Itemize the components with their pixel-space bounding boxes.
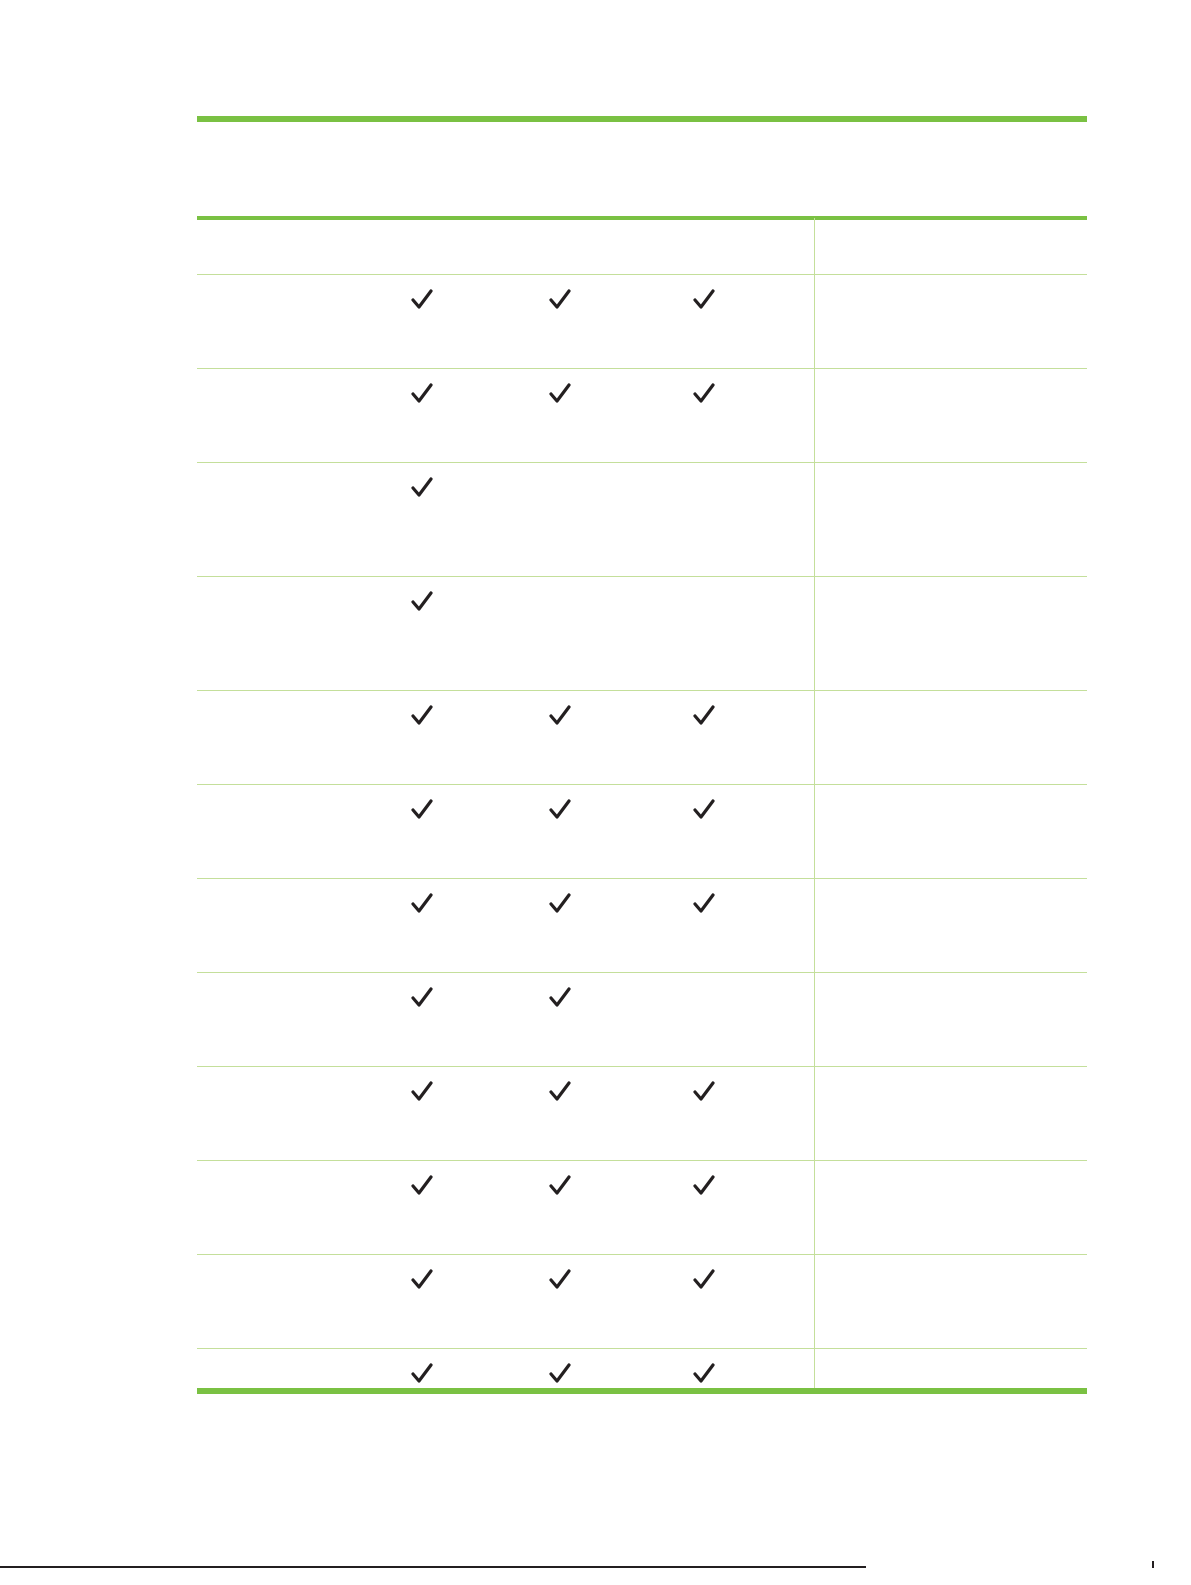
footer-rule xyxy=(0,1566,866,1568)
row-divider xyxy=(197,1160,1087,1161)
checkmark-icon xyxy=(407,586,437,616)
row-divider xyxy=(197,368,1087,369)
checkmark-icon xyxy=(689,888,719,918)
checkmark-icon xyxy=(545,378,575,408)
checkmark-icon xyxy=(545,794,575,824)
row-divider xyxy=(197,690,1087,691)
row-divider xyxy=(197,878,1087,879)
checkmark-icon xyxy=(689,1358,719,1388)
checkmark-icon xyxy=(407,1076,437,1106)
checkmark-icon xyxy=(545,982,575,1012)
checkmark-icon xyxy=(545,284,575,314)
checkmark-icon xyxy=(407,1264,437,1294)
checkmark-icon xyxy=(689,794,719,824)
table-bottom-rule xyxy=(197,1388,1087,1394)
checkmark-icon xyxy=(689,284,719,314)
row-divider xyxy=(197,576,1087,577)
table-header-rule xyxy=(197,216,1087,220)
checkmark-icon xyxy=(407,700,437,730)
checkmark-icon xyxy=(689,700,719,730)
checkmark-icon xyxy=(407,982,437,1012)
row-divider xyxy=(197,972,1087,973)
table-column-divider xyxy=(814,218,815,1390)
checkmark-icon xyxy=(689,378,719,408)
table-top-rule xyxy=(197,116,1087,122)
checkmark-icon xyxy=(689,1170,719,1200)
checkmark-icon xyxy=(545,700,575,730)
checkmark-icon xyxy=(545,1264,575,1294)
row-divider xyxy=(197,1066,1087,1067)
checkmark-icon xyxy=(689,1076,719,1106)
checkmark-icon xyxy=(545,1076,575,1106)
checkmark-icon xyxy=(407,1358,437,1388)
checkmark-icon xyxy=(407,284,437,314)
checkmark-icon xyxy=(407,472,437,502)
checkmark-icon xyxy=(545,1358,575,1388)
row-divider xyxy=(197,1254,1087,1255)
row-divider xyxy=(197,462,1087,463)
checkmark-icon xyxy=(689,1264,719,1294)
footer-tick xyxy=(1152,1561,1154,1568)
checkmark-icon xyxy=(407,888,437,918)
checkmark-icon xyxy=(545,888,575,918)
row-divider xyxy=(197,274,1087,275)
checkmark-icon xyxy=(545,1170,575,1200)
row-divider xyxy=(197,784,1087,785)
checkmark-icon xyxy=(407,1170,437,1200)
checkmark-icon xyxy=(407,794,437,824)
row-divider xyxy=(197,1348,1087,1349)
checkmark-icon xyxy=(407,378,437,408)
